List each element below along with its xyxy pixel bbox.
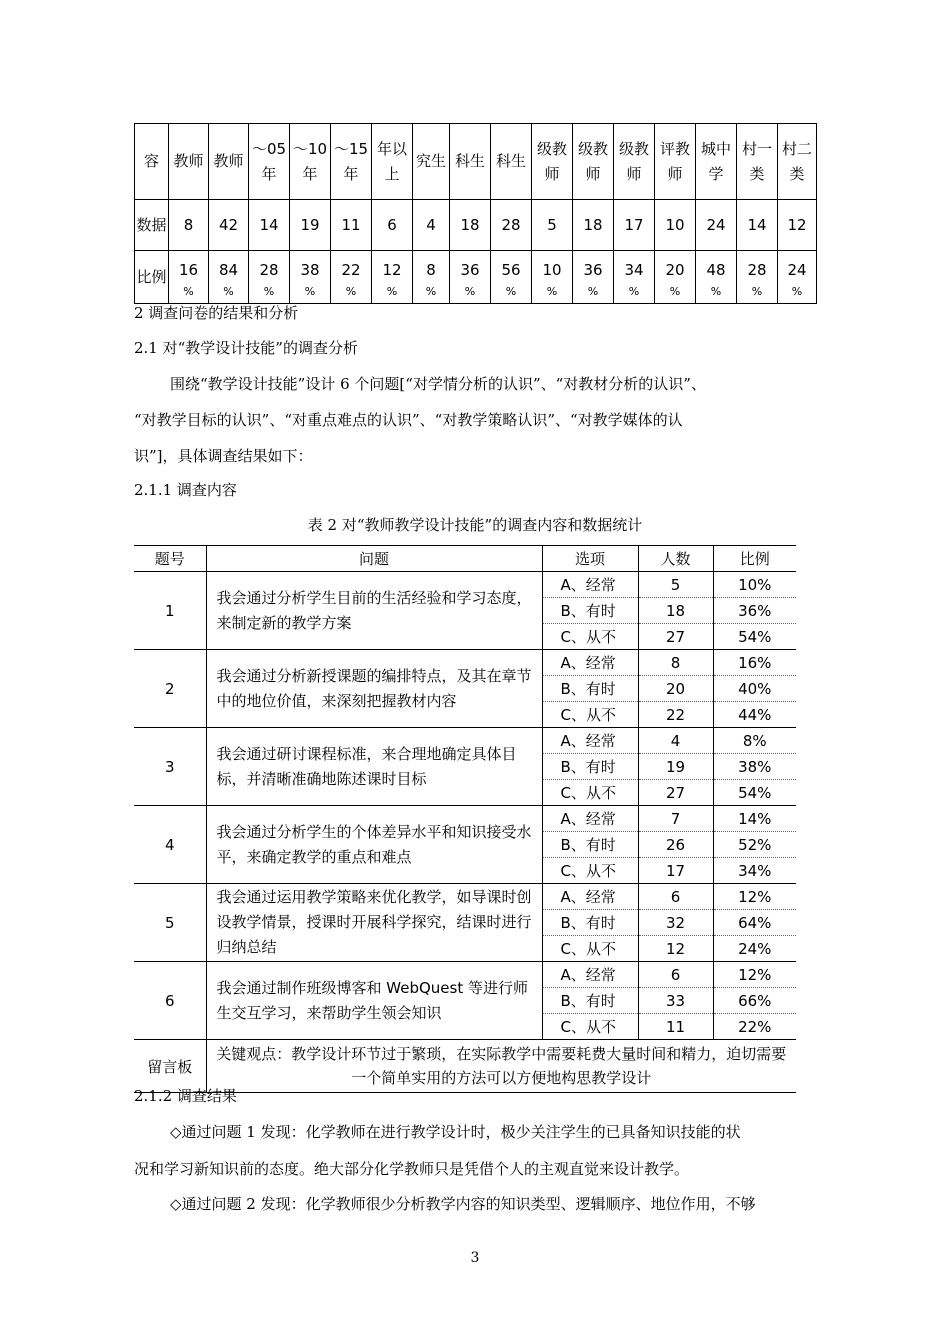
question-text: 我会通过制作班级博客和 WebQuest 等进行师生交互学习，来帮助学生领会知识: [206, 962, 542, 1040]
option-label: C、从不: [542, 780, 638, 806]
ratio-number: 10: [542, 260, 562, 279]
option-label: B、有时: [542, 676, 638, 702]
question-text: 我会通过分析学生目前的生活经验和学习态度，来制定新的教学方案: [206, 572, 542, 650]
question-number: 3: [134, 728, 206, 806]
table2-header-cell: 问题: [206, 546, 542, 572]
table1-header-cell: 究生: [413, 124, 450, 200]
respondent-count: 6: [638, 884, 713, 910]
question-number: 5: [134, 884, 206, 962]
ratio-percent-sign: %: [386, 284, 398, 298]
table1-data-cell: 19: [290, 200, 331, 251]
table1-header-cell: 村一类: [737, 124, 778, 200]
table1-data-cell: 8: [169, 200, 209, 251]
option-percentage: 38%: [713, 754, 796, 780]
ratio-number: 8: [426, 260, 436, 279]
table1-data-cell: 18: [573, 200, 614, 251]
table1-data-cell: 4: [413, 200, 450, 251]
table1-data-cell: 14: [249, 200, 290, 251]
option-label: B、有时: [542, 598, 638, 624]
table1-ratio-row: [135, 251, 817, 304]
table1-header-cell: 年以上: [372, 124, 413, 200]
ratio-number: 38: [300, 260, 320, 279]
table1-data-cell: 6: [372, 200, 413, 251]
ratio-percent-sign: %: [710, 284, 722, 298]
table1-header-cell: ～10年: [290, 124, 331, 200]
question-number: 2: [134, 650, 206, 728]
table1-ratio-cell: [655, 251, 696, 304]
option-percentage: 44%: [713, 702, 796, 728]
option-label: A、经常: [542, 572, 638, 598]
table1-header-cell: 容: [135, 124, 169, 200]
table1-ratio-cell: [778, 251, 817, 304]
ratio-percent-sign: %: [791, 284, 803, 298]
table1-header-row: [135, 124, 817, 200]
ratio-percent-sign: %: [425, 284, 437, 298]
table2-option-row: [134, 728, 796, 754]
table2-header-row: [134, 546, 796, 572]
table1-ratio-cell: [696, 251, 737, 304]
respondent-count: 18: [638, 598, 713, 624]
table1-ratio-label: 比例: [135, 251, 169, 304]
respondent-count: 5: [638, 572, 713, 598]
table1-header-cell: 评教师: [655, 124, 696, 200]
ratio-number: 22: [341, 260, 361, 279]
question-text: 我会通过运用教学策略来优化教学，如导课时创设教学情景，授课时开展科学探究，结课时进行归纳总结: [206, 884, 542, 962]
table2-header-cell: 题号: [134, 546, 206, 572]
option-label: A、经常: [542, 884, 638, 910]
ratio-percent-sign: %: [505, 284, 517, 298]
paragraph-line: 围绕“教学设计技能”设计 6 个问题[“对学情分析的认识”、“对教材分析的认识”、: [170, 375, 706, 393]
respondent-count: 32: [638, 910, 713, 936]
table1-header-cell: 城中学: [696, 124, 737, 200]
question-text: 我会通过研讨课程标准，来合理地确定具体目标，并清晰准确地陈述课时目标: [206, 728, 542, 806]
option-percentage: 8%: [713, 728, 796, 754]
table1-data-cell: 14: [737, 200, 778, 251]
option-percentage: 64%: [713, 910, 796, 936]
table1-ratio-cell: [290, 251, 331, 304]
table2-option-row: [134, 572, 796, 598]
option-label: B、有时: [542, 988, 638, 1014]
table1-ratio-cell: [413, 251, 450, 304]
table1-header-cell: ～05年: [249, 124, 290, 200]
table1-ratio-cell: [450, 251, 491, 304]
table1-data-cell: 数据: [135, 200, 169, 251]
table2-option-row: [134, 806, 796, 832]
option-percentage: 12%: [713, 884, 796, 910]
table-caption: 表 2 对“教师教学设计技能”的调查内容和数据统计: [307, 516, 643, 534]
ratio-number: 48: [706, 260, 726, 279]
respondent-count: 11: [638, 1014, 713, 1040]
respondent-count: 19: [638, 754, 713, 780]
message-board-text: 关键观点：教学设计环节过于繁琐，在实际教学中需要耗费大量时间和精力，迫切需要一个简单实用的方法可以方便地构思教学设计: [206, 1040, 796, 1093]
option-label: B、有时: [542, 910, 638, 936]
option-percentage: 66%: [713, 988, 796, 1014]
option-label: A、经常: [542, 806, 638, 832]
option-label: C、从不: [542, 1014, 638, 1040]
respondent-count: 6: [638, 962, 713, 988]
table1-ratio-cell: [331, 251, 372, 304]
page-number: 3: [470, 1250, 480, 1266]
option-label: C、从不: [542, 936, 638, 962]
option-label: C、从不: [542, 702, 638, 728]
ratio-number: 34: [624, 260, 644, 279]
table1-header-cell: 级教师: [532, 124, 573, 200]
table1-data-cell: 12: [778, 200, 817, 251]
ratio-number: 16: [178, 260, 199, 279]
ratio-percent-sign: %: [304, 284, 316, 298]
option-percentage: 14%: [713, 806, 796, 832]
result-line: ◇通过问题 1 发现：化学教师在进行教学设计时，极少关注学生的已具备知识技能的状: [170, 1123, 741, 1141]
table1-data-cell: 28: [491, 200, 532, 251]
respondent-count: 20: [638, 676, 713, 702]
table1-header-cell: ～15年: [331, 124, 372, 200]
section-2-title: 2 调查问卷的结果和分析: [134, 304, 299, 322]
table1-header-cell: 科生: [491, 124, 532, 200]
question-number: 6: [134, 962, 206, 1040]
option-percentage: 10%: [713, 572, 796, 598]
table2-header-cell: 比例: [713, 546, 796, 572]
question-number: 4: [134, 806, 206, 884]
table1-data-cell: 42: [209, 200, 249, 251]
option-label: B、有时: [542, 754, 638, 780]
section-2-1-2-title: 2.1.2 调查结果: [134, 1087, 237, 1105]
table1-ratio-cell: [491, 251, 532, 304]
table1-header-cell: 级教师: [573, 124, 614, 200]
respondent-count: 33: [638, 988, 713, 1014]
ratio-number: 28: [747, 260, 767, 279]
respondent-count: 27: [638, 780, 713, 806]
option-percentage: 54%: [713, 624, 796, 650]
table2-header-cell: 人数: [638, 546, 713, 572]
ratio-percent-sign: %: [464, 284, 476, 298]
respondent-count: 26: [638, 832, 713, 858]
option-percentage: 52%: [713, 832, 796, 858]
question-text: 我会通过分析新授课题的编排特点，及其在章节中的地位价值，来深刻把握教材内容: [206, 650, 542, 728]
respondent-count: 27: [638, 624, 713, 650]
ratio-number: 36: [460, 260, 480, 279]
table2-option-row: [134, 962, 796, 988]
table1-data-cell: 5: [532, 200, 573, 251]
question-number: 1: [134, 572, 206, 650]
ratio-number: 24: [787, 260, 807, 279]
respondent-count: 12: [638, 936, 713, 962]
ratio-number: 56: [501, 260, 521, 279]
table1-ratio-cell: [737, 251, 778, 304]
teacher-profile-table: [134, 123, 817, 304]
table1-data-cell: 10: [655, 200, 696, 251]
table2-option-row: [134, 884, 796, 910]
option-percentage: 54%: [713, 780, 796, 806]
respondent-count: 17: [638, 858, 713, 884]
ratio-number: 36: [583, 260, 603, 279]
ratio-percent-sign: %: [263, 284, 275, 298]
table1-data-cell: 18: [450, 200, 491, 251]
section-2-1-1-title: 2.1.1 调查内容: [134, 481, 237, 499]
option-label: C、从不: [542, 858, 638, 884]
ratio-number: 28: [259, 260, 279, 279]
option-label: A、经常: [542, 650, 638, 676]
option-percentage: 36%: [713, 598, 796, 624]
option-percentage: 40%: [713, 676, 796, 702]
table1-ratio-cell: [573, 251, 614, 304]
respondent-count: 7: [638, 806, 713, 832]
table1-data-cell: 17: [614, 200, 655, 251]
table1-header-cell: 级教师: [614, 124, 655, 200]
option-percentage: 12%: [713, 962, 796, 988]
question-text: 我会通过分析学生的个体差异水平和知识接受水平，来确定教学的重点和难点: [206, 806, 542, 884]
option-label: B、有时: [542, 832, 638, 858]
table1-ratio-cell: [249, 251, 290, 304]
ratio-percent-sign: %: [546, 284, 558, 298]
table1-ratio-cell: [169, 251, 209, 304]
design-skill-survey-table: [134, 545, 796, 1093]
ratio-percent-sign: %: [345, 284, 357, 298]
respondent-count: 8: [638, 650, 713, 676]
section-2-1-title: 2.1 对“教学设计技能”的调查分析: [134, 339, 358, 357]
ratio-percent-sign: %: [223, 284, 234, 298]
table1-header-cell: 科生: [450, 124, 491, 200]
option-label: C、从不: [542, 624, 638, 650]
message-board-row: [134, 1040, 796, 1093]
ratio-number: 20: [665, 260, 685, 279]
table1-header-cell: 教师: [169, 124, 209, 200]
table1-header-cell: 村二类: [778, 124, 817, 200]
table2-header-cell: 选项: [542, 546, 638, 572]
ratio-percent-sign: %: [628, 284, 640, 298]
table1-ratio-cell: [614, 251, 655, 304]
paragraph-line: “对教学目标的认识”、“对重点难点的认识”、“对教学策略认识”、“对教学媒体的认: [134, 411, 683, 429]
option-percentage: 22%: [713, 1014, 796, 1040]
table2-option-row: [134, 650, 796, 676]
ratio-percent-sign: %: [751, 284, 763, 298]
ratio-percent-sign: %: [669, 284, 681, 298]
paragraph-line: 识”]，具体调查结果如下：: [134, 447, 313, 465]
respondent-count: 4: [638, 728, 713, 754]
table1-ratio-cell: [532, 251, 573, 304]
result-line: 况和学习新知识前的态度。绝大部分化学教师只是凭借个人的主观直觉来设计教学。: [134, 1160, 690, 1178]
ratio-percent-sign: %: [587, 284, 599, 298]
respondent-count: 22: [638, 702, 713, 728]
ratio-number: 12: [382, 260, 402, 279]
table1-data-cell: 11: [331, 200, 372, 251]
ratio-number: 84: [218, 260, 239, 279]
result-line: ◇通过问题 2 发现：化学教师很少分析教学内容的知识类型、逻辑顺序、地位作用，不够: [170, 1195, 756, 1213]
table1-ratio-cell: [209, 251, 249, 304]
option-percentage: 24%: [713, 936, 796, 962]
message-board-label: 留言板: [134, 1040, 206, 1093]
option-label: A、经常: [542, 728, 638, 754]
table1-header-cell: 教师: [209, 124, 249, 200]
option-percentage: 34%: [713, 858, 796, 884]
ratio-percent-sign: %: [183, 284, 194, 298]
table1-data-row: [135, 200, 817, 251]
option-label: A、经常: [542, 962, 638, 988]
table1-ratio-cell: [372, 251, 413, 304]
table1-data-cell: 24: [696, 200, 737, 251]
option-percentage: 16%: [713, 650, 796, 676]
